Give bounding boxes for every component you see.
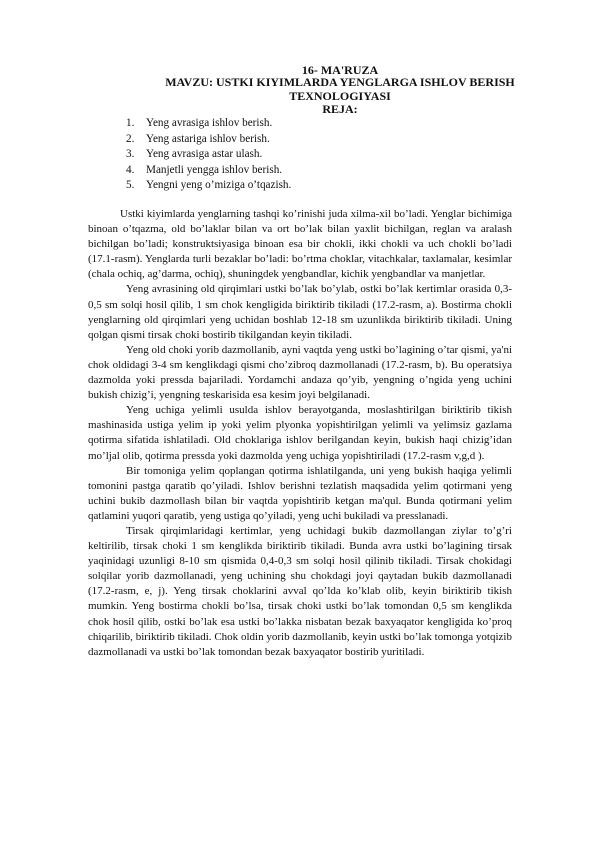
plan-item-text: Yengni yeng o’miziga o’tqazish. (146, 179, 292, 191)
topic-title: MAVZU: USTKI KIYIMLARDA YENGLARGA ISHLOV BERISH (165, 75, 515, 89)
plan-item-number: 5. (126, 179, 135, 191)
plan-item (126, 178, 291, 194)
paragraph: Ustki kiyimlarda yenglarning tashqi ko’rinishi juda xilma-xil bo’ladi. Yenglar bichimiga binoan o’tqazma, old bo’laklar bilan va ort bo’lak bilan yaxlit bichilgan, reglan va aralash bichilgan bo’ladi; konstruktsiyasiga binoan esa bir chokli, ikki chokli va uch chokli bo’ladi (17.1-rasm). Yenglarda turli bezaklar bo’ladi: bo’rtma choklar, vitachkalar, taxlamalar, kesimlar (chala ochiq, ag’darma, ochiq), shuningdek yengbandlar, kichik yengbandlar va manjetlar. (88, 208, 512, 281)
plan-item-text: Manjetli yengga ishlov berish. (146, 163, 283, 176)
plan-heading: REJA: (322, 102, 358, 116)
paragraph: Bir tomoniga yelim qoplangan qotirma ishlatilganda, uni yeng bukish haqiga yelimli tomonini pastga qaratib qo’yiladi. Ishlov berishni tezlatish maqsadida yelim qotirmani yeng uchini bukib dazmollash bilan bir vaqtda yopishtirib ketgan ma'qul. Bunda qotirmani yelim qatlamini yuqori qaratib, yeng ustiga qo’yiladi, yeng uchi bukiladi va presslanadi. (88, 464, 512, 522)
topic-title-continued: TEXNOLOGIYASI (289, 89, 391, 103)
paragraph: Yeng uchiga yelimli usulda ishlov berayotganda, moslashtirilgan biriktirib tikish mashinasida ustiga yelim ip yoki yelim plyonka yopishtirilgan yelimli va yelimsiz gazlama qotirma sifatida ishlatiladi. Old choklariga ishlov berilgandan keyin, bukish haqi chizig’idan mo’ljal olib, qotirma pressda yoki dazmolda yeng uchiga yopishtiriladi (17.2-rasm v,g,d ). (88, 404, 512, 462)
plan-item-number: 1. (126, 117, 135, 129)
plan-item-number: 3. (126, 148, 135, 160)
lecture-number: 16- MA'RUZA (301, 63, 379, 77)
plan-item (126, 116, 291, 132)
body-text (88, 207, 512, 660)
plan-item (126, 147, 291, 163)
plan-list (126, 116, 291, 194)
plan-item-text: Yeng avrasiga astar ulash. (146, 148, 263, 160)
plan-item-number: 2. (126, 132, 135, 145)
plan-item (126, 163, 291, 179)
plan-item (126, 132, 291, 148)
paragraph: Yeng old choki yorib dazmollanib, ayni vaqtda yeng ustki bo’lagining o’tar qismi, ya'ni chok oldidagi 3-4 sm kenglikdagi qismi cho’zibroq dazmollanadi (17.2-rasm, b). Bu operatsiya dazmolda yoki pressda bajariladi. Yordamchi andaza qo’yib, yengning o’ngida yeng uchini bukish chizig’i, yengning teskarisida esa kesim joyi belgilanadi. (88, 343, 512, 402)
plan-item-number: 4. (126, 163, 135, 176)
plan-item-text: Yeng astariga ishlov berish. (146, 132, 270, 145)
plan-item-text: Yeng avrasiga ishlov berish. (146, 117, 273, 129)
paragraph: Tirsak qirqimlaridagi kertimlar, yeng uchidagi bukib dazmollangan ziylar to’g’ri keltirilib, tirsak choki 1 sm kenglikda biriktirib tikiladi. Bunda avra ustki bo’lagining tirsak yaqinidagi uzunligi 8-10 sm qismida 0,4-0,3 sm solqi hosil qilinib tikiladi. Tirsak chokidagi solqilar yorib dazmollanadi, yeng uchining shu chokdagi joyi qaytadan bukib dazmollanadi (17.2-rasm, e, j). Yeng tirsak choklarini avval qo’lda ko’klab olib, keyin biriktirib tikish mumkin. Yeng bostirma chokli bo’lsa, tirsak choki ustki bo’lak tomondan 0,5 sm kenglikda chok hosil qilib, ostki bo’lak esa ustki bo’lakka nisbatan bezak baxyaqator kengligida ko’proq chiqarilib, biriktirib tikiladi. Chok oldin yorib dazmollanib, keyin ustki bo’lak tomonga yotqizib dazmollanadi va ustki bo’lak tomondan bezak baxyaqator bostirib yuritiladi. (88, 524, 512, 658)
paragraph: Yeng avrasining old qirqimlari ustki bo’lak bo’ylab, ostki bo’lak kertimlar orasida 0,3-0,5 sm solqi hosil qilib, 1 sm chok kengligida biriktirib tikiladi (17.2-rasm, a). Bostirma chokli yenglarning old qirqimlari yeng uchidan boshlab 12-18 sm uzunlikda biriktirib tikiladi. Uning qolgan qismi tirsak choki bostirib tikilgandan keyin tikiladi. (88, 283, 512, 341)
